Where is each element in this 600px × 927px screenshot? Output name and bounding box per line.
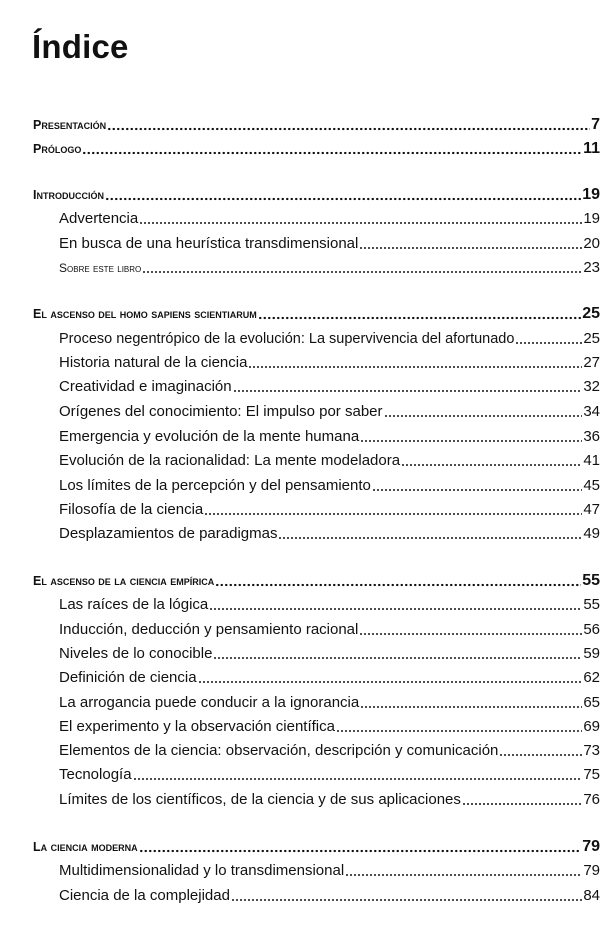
toc-entry-title: Límites de los científicos, de la ciencia y de sus aplicaciones: [59, 791, 461, 808]
toc-entry-title: Inducción, deducción y pensamiento racional: [59, 621, 359, 638]
toc-entry-title: Emergencia y evolución de la mente humana: [59, 428, 360, 445]
dot-leader: [278, 526, 582, 540]
dot-leader: [82, 141, 582, 155]
toc-entry-title: El experimento y la observación científica: [59, 718, 335, 735]
dot-leader: [231, 888, 582, 902]
toc-entry-title: Definición de ciencia: [59, 669, 197, 686]
toc-entry-title: Las raíces de la lógica: [59, 596, 209, 613]
toc-page-number: 55: [582, 572, 600, 589]
toc-section-entry: [0, 301, 600, 323]
dot-leader: [359, 622, 582, 636]
toc-page-number: 25: [583, 330, 600, 347]
toc-entry: [0, 399, 600, 421]
toc-entry-title: Orígenes del conocimiento: El impulso por saber: [59, 403, 383, 420]
toc-page-number: 20: [583, 235, 600, 252]
dot-leader: [133, 767, 583, 781]
toc-page-number: 41: [583, 452, 600, 469]
toc-entry: [0, 497, 600, 519]
toc-entry: [0, 374, 600, 396]
toc-entry-title: En busca de una heurística transdimensional: [59, 235, 359, 252]
dot-leader: [499, 743, 582, 757]
toc-page-number: 56: [583, 621, 600, 638]
toc-entry-title: Prólogo: [33, 142, 82, 156]
toc-page-number: 19: [583, 210, 600, 227]
toc-entry-title: Los límites de la percepción y del pensamiento: [59, 477, 371, 494]
toc-entry: [0, 326, 600, 348]
dot-leader: [462, 792, 582, 806]
toc-page-number: 23: [583, 259, 600, 276]
toc-entry: [0, 762, 600, 784]
dot-leader: [360, 695, 582, 709]
dot-leader: [204, 502, 582, 516]
toc-page-number: 84: [583, 887, 600, 904]
toc-page-number: 59: [583, 645, 600, 662]
dot-leader: [359, 236, 582, 250]
toc-page-number: 19: [582, 186, 600, 203]
toc-page-number: 73: [583, 742, 600, 759]
dot-leader: [105, 187, 581, 201]
dot-leader: [515, 331, 582, 345]
toc-entry-title: Desplazamientos de paradigmas: [59, 525, 278, 542]
toc-entry-title: Tecnología: [59, 766, 132, 783]
toc-entry-title: Sobre este libro: [59, 261, 142, 275]
dot-leader: [360, 429, 582, 443]
toc-entry-title: El ascenso de la ciencia empírica: [33, 574, 215, 588]
dot-leader: [258, 306, 581, 320]
dot-leader: [198, 670, 583, 684]
toc-entry: [0, 787, 600, 809]
toc-entry: [0, 448, 600, 470]
dot-leader: [345, 863, 582, 877]
toc-entry: [0, 424, 600, 446]
toc-entry-title: Multidimensionalidad y lo transdimensional: [59, 862, 345, 879]
dot-leader: [336, 719, 582, 733]
toc-entry: [0, 858, 600, 880]
toc-entry: [0, 521, 600, 543]
toc-entry-title: El ascenso del homo sapiens scientiarum: [33, 307, 257, 321]
toc-entry: [0, 350, 600, 372]
toc-section-entry: [0, 182, 600, 204]
toc-entry: [0, 690, 600, 712]
toc-page-number: 55: [583, 596, 600, 613]
toc-entry-title: La arrogancia puede conducir a la ignorancia: [59, 694, 360, 711]
dot-leader: [139, 839, 582, 853]
toc-entry-title: Proceso negentrópico de la evolución: La supervivencia del afortunado: [59, 331, 515, 347]
dot-leader: [233, 379, 583, 393]
toc-page-number: 27: [583, 354, 600, 371]
dot-leader: [107, 117, 590, 131]
toc-entry-title: Niveles de lo conocible: [59, 645, 213, 662]
toc-entry-title: La ciencia moderna: [33, 840, 138, 854]
toc-entry: [0, 473, 600, 495]
toc-entry-title: Advertencia: [59, 210, 139, 227]
toc-entry-title: Ciencia de la complejidad: [59, 887, 230, 904]
toc-entry: [0, 738, 600, 760]
toc-page-number: 79: [583, 862, 600, 879]
toc-page-number: 45: [583, 477, 600, 494]
toc-page-number: 25: [582, 305, 600, 322]
toc-entry: [0, 592, 600, 614]
dot-leader: [372, 478, 582, 492]
toc-entry: [0, 617, 600, 639]
toc-entry-title: Introducción: [33, 188, 104, 202]
dot-leader: [213, 646, 582, 660]
toc-page-number: 11: [583, 140, 600, 157]
toc-entry-title: Historia natural de la ciencia: [59, 354, 248, 371]
toc-section-entry: [0, 136, 600, 158]
toc-entry-title: Creatividad e imaginación: [59, 378, 232, 395]
toc-entry: [0, 206, 600, 228]
dot-leader: [384, 404, 583, 418]
toc-entry-title: Elementos de la ciencia: observación, descripción y comunicación: [59, 742, 499, 759]
toc-section-entry: [0, 834, 600, 856]
toc-entry-title: Evolución de la racionalidad: La mente modeladora: [59, 452, 401, 469]
dot-leader: [139, 211, 582, 225]
dot-leader: [142, 260, 582, 274]
toc-entry: [0, 665, 600, 687]
toc-page-number: 47: [583, 501, 600, 518]
toc-page-number: 65: [583, 694, 600, 711]
dot-leader: [209, 597, 582, 611]
toc-entry-title: Presentación: [33, 118, 107, 132]
toc-page-number: 76: [583, 791, 600, 808]
toc-entry: [0, 231, 600, 253]
toc-page-number: 75: [583, 766, 600, 783]
dot-leader: [215, 573, 581, 587]
toc-entry-title: Filosofía de la ciencia: [59, 501, 204, 518]
toc-section-entry: [0, 568, 600, 590]
toc-page-number: 34: [583, 403, 600, 420]
toc-entry: [0, 641, 600, 663]
dot-leader: [248, 355, 582, 369]
toc-page-number: 79: [582, 838, 600, 855]
dot-leader: [401, 453, 582, 467]
toc-page-number: 69: [583, 718, 600, 735]
toc-section-entry: [0, 112, 600, 134]
toc-entry: [0, 883, 600, 905]
toc-page-number: 7: [591, 116, 600, 133]
toc-page-number: 49: [583, 525, 600, 542]
toc-page-number: 32: [583, 378, 600, 395]
toc-entry: [0, 714, 600, 736]
toc-page-number: 62: [583, 669, 600, 686]
page-title: Índice: [32, 28, 129, 65]
toc-page-number: 36: [583, 428, 600, 445]
toc-entry: [0, 255, 600, 277]
